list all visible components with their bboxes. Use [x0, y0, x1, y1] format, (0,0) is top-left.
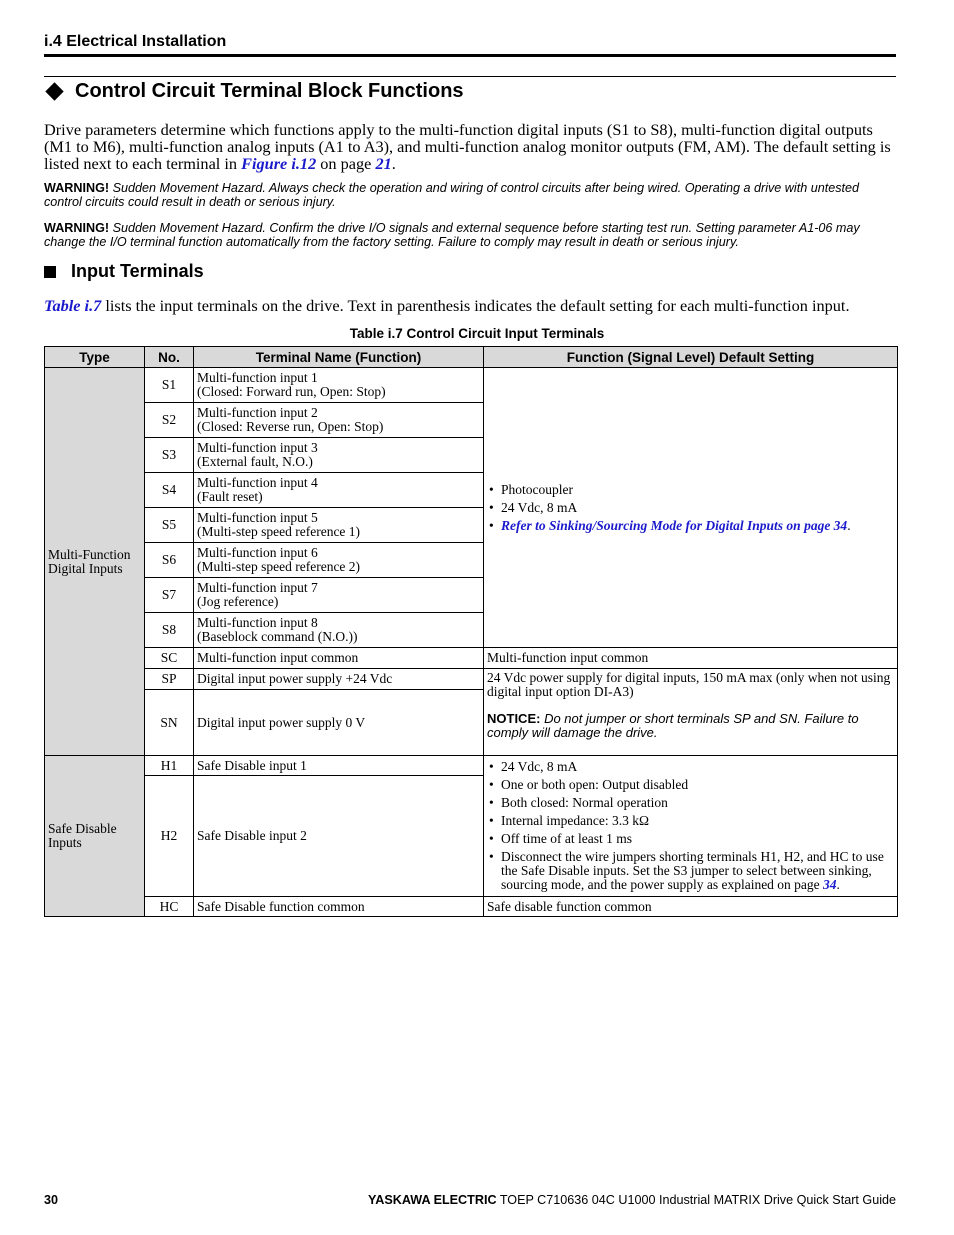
terminal-no: S1 — [145, 368, 194, 403]
bullet-item: • 24 Vdc, 8 mA — [487, 760, 894, 774]
sinking-sourcing-link[interactable]: Refer to Sinking/Sourcing Mode for Digital Inputs on page 34 — [501, 517, 848, 533]
function-cell — [484, 368, 898, 648]
bullet-item: • Off time of at least 1 ms — [487, 832, 894, 846]
terminal-name — [194, 613, 484, 648]
square-bullet-icon — [44, 266, 56, 278]
type-cell: Multi-Function Digital Inputs — [45, 368, 145, 756]
bullet-item — [487, 519, 894, 533]
terminal-name — [194, 368, 484, 403]
table-caption: Table i.7 Control Circuit Input Terminals — [349, 326, 605, 341]
terminal-name — [194, 438, 484, 473]
bullet-item — [487, 850, 894, 892]
terminal-no: S8 — [145, 613, 194, 648]
table-intro-text: lists the input terminals on the drive. Text in parenthesis indicates the default setting for each multi-function input. — [101, 296, 850, 315]
warning-2 — [44, 221, 900, 249]
table-header-row — [45, 347, 898, 368]
terminal-name — [194, 578, 484, 613]
intro-text: Drive parameters determine which functions apply to the multi-function digital inputs (S1 to S8), multi-function digital outputs (M1 to M6), multi-function analog inputs (A1 to A3), and multi-function analog monitor outputs (FM, AM). The default setting is listed next to each terminal in — [44, 120, 891, 173]
name-line-1: Multi-function input 4 — [197, 475, 318, 490]
terminal-no: S5 — [145, 508, 194, 543]
notice — [487, 712, 894, 740]
table-row — [45, 897, 898, 917]
name-line-1: Multi-function input 8 — [197, 615, 318, 630]
figure-link[interactable]: Figure i.12 — [241, 154, 317, 173]
bullet-end: . — [847, 517, 851, 533]
terminal-no: SN — [145, 690, 194, 756]
header-function: Function (Signal Level) Default Setting — [484, 347, 898, 368]
name-line-1: Multi-function input 2 — [197, 405, 318, 420]
name-line-1: Multi-function input 1 — [197, 370, 318, 385]
terminal-no: H1 — [145, 756, 194, 776]
function-cell: Multi-function input common — [484, 648, 898, 669]
terminal-name — [194, 543, 484, 578]
name-line-2: (Closed: Forward run, Open: Stop) — [197, 384, 386, 399]
terminal-name — [194, 508, 484, 543]
notice-label: NOTICE: — [487, 711, 541, 726]
notice-text: Do not jumper or short terminals SP and SN. Failure to comply will damage the drive. — [487, 711, 859, 740]
bullet-item: • One or both open: Output disabled — [487, 778, 894, 792]
intro-paragraph — [44, 121, 900, 172]
terminal-no: S2 — [145, 403, 194, 438]
terminal-no: S7 — [145, 578, 194, 613]
name-line-2: (Multi-step speed reference 1) — [197, 524, 361, 539]
terminal-name: Digital input power supply 0 V — [194, 690, 484, 756]
warning-label: WARNING! — [44, 221, 110, 235]
warning-label: WARNING! — [44, 181, 110, 195]
name-line-1: Multi-function input 7 — [197, 580, 318, 595]
footer-doc-title — [368, 1193, 896, 1207]
subsection-title: Input Terminals — [71, 261, 204, 281]
page-link[interactable]: 34 — [823, 877, 837, 892]
terminal-no: S3 — [145, 438, 194, 473]
bullet-item: • 24 Vdc, 8 mA — [487, 501, 894, 515]
header-terminal-name: Terminal Name (Function) — [194, 347, 484, 368]
bullet-end: . — [836, 877, 840, 892]
table-row — [45, 756, 898, 776]
function-cell — [484, 756, 898, 897]
terminal-no: S6 — [145, 543, 194, 578]
warning-1 — [44, 181, 900, 209]
header-title: i.4 Electrical Installation — [44, 33, 227, 50]
name-line-1: Multi-function input 6 — [197, 545, 318, 560]
name-line-2: (Jog reference) — [197, 594, 279, 609]
terminal-name: Digital input power supply +24 Vdc — [194, 669, 484, 690]
table-intro — [44, 297, 904, 315]
terminal-no: SC — [145, 648, 194, 669]
name-line-2: (Multi-step speed reference 2) — [197, 559, 361, 574]
terminal-name — [194, 403, 484, 438]
footer-doc: TOEP C710636 04C U1000 Industrial MATRIX Drive Quick Start Guide — [496, 1193, 896, 1207]
name-line-2: (Baseblock command (N.O.)) — [197, 629, 358, 644]
type-cell: Safe Disable Inputs — [45, 756, 145, 917]
header-no: No. — [145, 347, 194, 368]
sp-function-text: 24 Vdc power supply for digital inputs, 150 mA max (only when not using digital input option DI-A3) — [487, 670, 891, 699]
page-link[interactable]: 21 — [375, 154, 392, 173]
page-number: 30 — [44, 1193, 59, 1207]
terminal-name — [194, 473, 484, 508]
terminals-table — [44, 346, 898, 917]
section-heading — [44, 80, 464, 103]
page-header — [44, 33, 896, 51]
name-line-1: Multi-function input 3 — [197, 440, 318, 455]
terminal-no: S4 — [145, 473, 194, 508]
warning-text: Sudden Movement Hazard. Always check the operation and wiring of control circuits after being wired. Operating a drive with untested control circuits could result in death or serious injury. — [44, 181, 860, 209]
bullet-item: • Internal impedance: 3.3 kΩ — [487, 814, 894, 828]
terminal-name: Safe Disable input 1 — [194, 756, 484, 776]
table-row — [45, 648, 898, 669]
function-cell: Safe disable function common — [484, 897, 898, 917]
name-line-2: (Closed: Reverse run, Open: Stop) — [197, 419, 384, 434]
bullet-text: Disconnect the wire jumpers shorting terminals H1, H2, and HC to use the Safe Disable inputs. Set the S3 jumper to select between sinking, sourcing mode, and the power supply as explained on page — [501, 849, 884, 892]
footer-brand: YASKAWA ELECTRIC — [368, 1193, 497, 1207]
terminal-name: Multi-function input common — [194, 648, 484, 669]
diamond-bullet-icon — [45, 82, 63, 100]
terminal-no: HC — [145, 897, 194, 917]
intro-end: . — [391, 154, 396, 173]
table-row — [45, 669, 898, 690]
name-line-2: (External fault, N.O.) — [197, 454, 313, 469]
section-rule — [44, 76, 896, 77]
intro-mid: on page — [316, 154, 376, 173]
warning-text: Sudden Movement Hazard. Confirm the drive I/O signals and external sequence before starting test run. Setting parameter A1-06 may change the I/O terminal function automatically from the factory setting. Failure to comply may result in death or serious injury. — [44, 221, 860, 249]
name-line-2: (Fault reset) — [197, 489, 263, 504]
subsection-heading — [44, 261, 204, 282]
function-cell — [484, 669, 898, 756]
section-title: Control Circuit Terminal Block Functions — [75, 80, 464, 102]
table-link[interactable]: Table i.7 — [44, 296, 102, 315]
bullet-item: • Photocoupler — [487, 483, 894, 497]
table-row — [45, 368, 898, 403]
terminal-name: Safe Disable function common — [194, 897, 484, 917]
header-rule — [44, 54, 896, 57]
bullet-item: • Both closed: Normal operation — [487, 796, 894, 810]
terminal-name: Safe Disable input 2 — [194, 776, 484, 897]
terminal-no: H2 — [145, 776, 194, 897]
terminal-no: SP — [145, 669, 194, 690]
name-line-1: Multi-function input 5 — [197, 510, 318, 525]
header-type: Type — [45, 347, 145, 368]
